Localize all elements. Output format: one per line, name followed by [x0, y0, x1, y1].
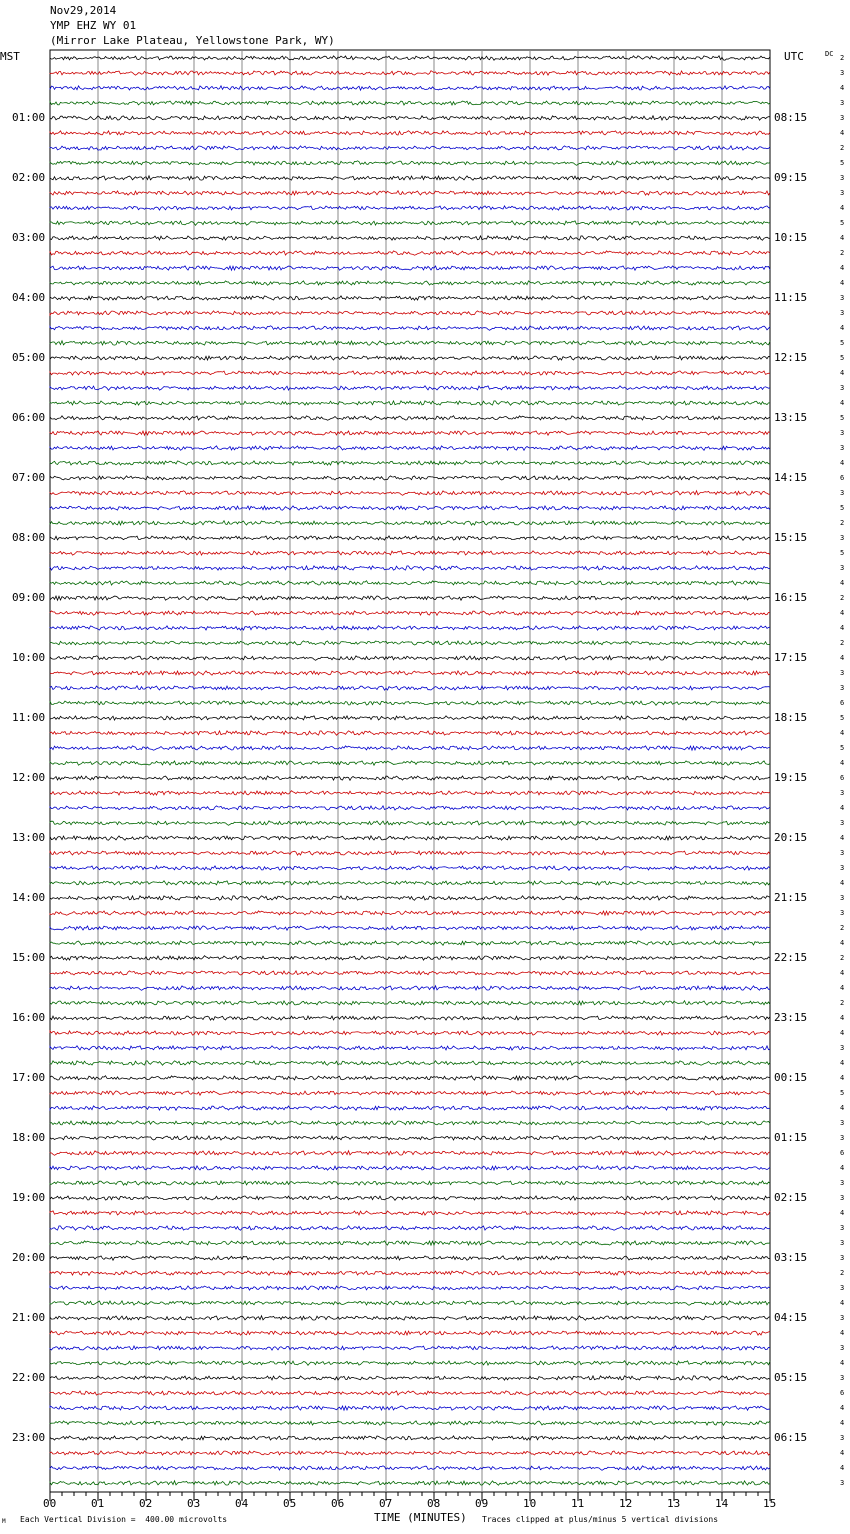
dc-offset-value: 6	[840, 474, 845, 482]
seismic-trace-64	[50, 1001, 770, 1005]
seismic-trace-53	[50, 836, 770, 840]
station-code: YMP EHZ WY 01	[50, 19, 137, 32]
dc-offset-value: 5	[840, 414, 845, 422]
dc-offset-value: 4	[840, 204, 845, 212]
dc-offset-value: 4	[840, 984, 845, 992]
seismic-trace-93	[50, 1436, 770, 1441]
seismic-trace-30	[50, 491, 770, 496]
dc-offset-value: 4	[840, 324, 845, 332]
dc-offset-value: 5	[840, 219, 845, 227]
seismic-trace-29	[50, 476, 770, 480]
dc-offset-value: 2	[840, 924, 845, 932]
seismic-trace-56	[50, 881, 770, 885]
dc-offset-value: 5	[840, 549, 845, 557]
right-hour-label: 06:15	[774, 1431, 808, 1444]
left-hour-label: 05:00	[12, 351, 46, 364]
seismic-trace-7	[50, 146, 770, 150]
dc-offset-value: 4	[840, 1059, 845, 1067]
seismic-trace-26	[50, 431, 770, 435]
seismic-trace-40	[50, 641, 770, 645]
seismic-trace-21	[50, 356, 770, 360]
dc-offset-value: 4	[840, 654, 845, 662]
dc-offset-value: 3	[840, 1434, 845, 1442]
scale-note: Each Vertical Division = 400.00 microvolts	[20, 1515, 228, 1524]
left-hour-label: 21:00	[12, 1311, 46, 1324]
left-hour-label: 20:00	[12, 1251, 46, 1264]
dc-offset-value: 3	[840, 849, 845, 857]
dc-offset-value: 2	[840, 594, 845, 602]
station-location: (Mirror Lake Plateau, Yellowstone Park, WY)	[50, 34, 335, 47]
right-hour-label: 22:15	[774, 951, 808, 964]
seismic-trace-72	[50, 1121, 770, 1125]
dc-offset-value: 4	[840, 1074, 845, 1082]
seismic-trace-70	[50, 1091, 770, 1095]
right-hour-label: 09:15	[774, 171, 808, 184]
dc-offset-value: 3	[840, 1194, 845, 1202]
dc-offset-value: 3	[840, 174, 845, 182]
dc-offset-value: 6	[840, 1149, 845, 1157]
seismic-trace-90	[50, 1391, 770, 1396]
x-tick-label: 03	[187, 1497, 201, 1510]
dc-offset-value: 4	[840, 579, 845, 587]
dc-offset-value: 2	[840, 54, 845, 62]
left-hour-label: 17:00	[12, 1071, 46, 1084]
dc-offset-value: 3	[840, 1044, 845, 1052]
x-tick-label: 08	[427, 1497, 441, 1510]
dc-offset-value: 3	[840, 429, 845, 437]
seismic-trace-96	[50, 1481, 770, 1485]
x-tick-label: 15	[763, 1497, 777, 1510]
dc-offset-value: 6	[840, 774, 845, 782]
dc-offset-value: 4	[840, 234, 845, 242]
dc-offset-value: 3	[840, 864, 845, 872]
dc-offset-value: 2	[840, 954, 845, 962]
dc-offset-value: 4	[840, 759, 845, 767]
dc-offset-value: 5	[840, 159, 845, 167]
dc-offset-value: 4	[840, 624, 845, 632]
right-hour-label: 17:15	[774, 651, 808, 664]
dc-offset-value: 4	[840, 939, 845, 947]
x-tick-label: 05	[283, 1497, 297, 1510]
left-hour-label: 16:00	[12, 1011, 46, 1024]
left-hour-label: 13:00	[12, 831, 46, 844]
seismic-trace-69	[50, 1076, 770, 1081]
seismic-trace-92	[50, 1421, 770, 1425]
seismic-trace-2	[50, 71, 770, 75]
right-hour-label: 10:15	[774, 231, 808, 244]
seismic-trace-20	[50, 341, 770, 345]
x-tick-label: 06	[331, 1497, 345, 1510]
seismic-trace-65	[50, 1016, 770, 1020]
dc-offset-value: 3	[840, 819, 845, 827]
seismic-trace-13	[50, 236, 770, 240]
seismic-trace-48	[50, 761, 770, 765]
dc-offset-value: 3	[840, 789, 845, 797]
dc-offset-value: 4	[840, 1404, 845, 1412]
seismic-trace-63	[50, 986, 770, 991]
seismic-trace-44	[50, 701, 770, 705]
dc-offset-value: 6	[840, 699, 845, 707]
dc-offset-value: 2	[840, 639, 845, 647]
right-hour-label: 16:15	[774, 591, 808, 604]
seismic-trace-85	[50, 1316, 770, 1320]
seismic-trace-6	[50, 131, 770, 135]
left-hour-label: 06:00	[12, 411, 46, 424]
corner-mark: M	[2, 1518, 6, 1525]
dc-offset-value: 3	[840, 909, 845, 917]
right-hour-label: 03:15	[774, 1251, 808, 1264]
dc-header-label: DC	[825, 50, 834, 58]
dc-offset-value: 5	[840, 354, 845, 362]
dc-offset-value: 4	[840, 879, 845, 887]
seismic-trace-60	[50, 941, 770, 945]
clip-note: Traces clipped at plus/minus 5 vertical divisions	[482, 1515, 719, 1524]
seismic-trace-28	[50, 461, 770, 466]
dc-offset-value: 5	[840, 1089, 845, 1097]
seismic-trace-78	[50, 1211, 770, 1215]
seismic-trace-75	[50, 1166, 770, 1170]
dc-offset-value: 4	[840, 1419, 845, 1427]
dc-offset-value: 4	[840, 1209, 845, 1217]
right-hour-label: 04:15	[774, 1311, 808, 1324]
dc-offset-value: 4	[840, 1014, 845, 1022]
left-hour-label: 23:00	[12, 1431, 46, 1444]
right-hour-label: 05:15	[774, 1371, 808, 1384]
dc-offset-value: 4	[840, 1299, 845, 1307]
seismic-trace-37	[50, 596, 770, 600]
seismic-trace-82	[50, 1271, 770, 1276]
dc-offset-value: 3	[840, 564, 845, 572]
right-hour-label: 02:15	[774, 1191, 808, 1204]
x-tick-label: 11	[571, 1497, 585, 1510]
right-hour-label: 20:15	[774, 831, 808, 844]
seismic-trace-59	[50, 926, 770, 930]
dc-offset-value: 3	[840, 444, 845, 452]
seismic-trace-89	[50, 1376, 770, 1380]
seismic-trace-68	[50, 1061, 770, 1065]
seismic-trace-57	[50, 896, 770, 900]
seismic-trace-42	[50, 671, 770, 675]
seismic-trace-47	[50, 746, 770, 751]
dc-offset-value: 4	[840, 129, 845, 137]
seismic-trace-8	[50, 161, 770, 166]
seismic-trace-27	[50, 446, 770, 450]
dc-offset-value: 5	[840, 504, 845, 512]
dc-offset-value: 3	[840, 894, 845, 902]
right-hour-label: 00:15	[774, 1071, 808, 1084]
dc-offset-value: 4	[840, 1449, 845, 1457]
dc-offset-value: 3	[840, 489, 845, 497]
seismic-trace-32	[50, 521, 770, 525]
dc-offset-value: 3	[840, 189, 845, 197]
seismic-trace-81	[50, 1256, 770, 1260]
x-tick-label: 01	[91, 1497, 105, 1510]
dc-offset-value: 4	[840, 729, 845, 737]
seismic-trace-16	[50, 281, 770, 285]
seismic-trace-95	[50, 1466, 770, 1471]
seismic-trace-50	[50, 791, 770, 796]
dc-offset-value: 4	[840, 1464, 845, 1472]
seismic-trace-24	[50, 401, 770, 405]
left-hour-label: 11:00	[12, 711, 46, 724]
left-hour-label: 01:00	[12, 111, 46, 124]
seismic-trace-23	[50, 386, 770, 391]
left-hour-label: 14:00	[12, 891, 46, 904]
dc-offset-value: 6	[840, 1389, 845, 1397]
left-hour-label: 22:00	[12, 1371, 46, 1384]
seismic-trace-74	[50, 1151, 770, 1156]
seismic-trace-25	[50, 416, 770, 421]
dc-offset-value: 3	[840, 1134, 845, 1142]
seismic-trace-71	[50, 1106, 770, 1110]
seismic-trace-91	[50, 1406, 770, 1410]
left-hour-label: 04:00	[12, 291, 46, 304]
dc-offset-value: 4	[840, 609, 845, 617]
dc-offset-value: 2	[840, 999, 845, 1007]
seismic-trace-10	[50, 191, 770, 195]
seismic-trace-55	[50, 866, 770, 870]
dc-offset-value: 3	[840, 669, 845, 677]
dc-offset-value: 4	[840, 369, 845, 377]
seismic-trace-77	[50, 1196, 770, 1201]
dc-offset-value: 3	[840, 1179, 845, 1187]
x-tick-label: 02	[139, 1497, 153, 1510]
seismic-trace-88	[50, 1361, 770, 1366]
dc-offset-value: 4	[840, 804, 845, 812]
seismic-trace-86	[50, 1331, 770, 1335]
seismic-trace-58	[50, 911, 770, 916]
dc-offset-value: 3	[840, 534, 845, 542]
seismic-trace-35	[50, 566, 770, 570]
seismic-trace-22	[50, 371, 770, 375]
dc-offset-value: 2	[840, 249, 845, 257]
right-hour-label: 11:15	[774, 291, 808, 304]
seismic-trace-46	[50, 731, 770, 735]
dc-offset-value: 3	[840, 1314, 845, 1322]
seismic-trace-61	[50, 956, 770, 961]
x-tick-label: 09	[475, 1497, 489, 1510]
seismic-trace-80	[50, 1241, 770, 1245]
dc-offset-value: 3	[840, 684, 845, 692]
seismic-trace-17	[50, 296, 770, 301]
dc-offset-value: 2	[840, 144, 845, 152]
left-hour-label: 09:00	[12, 591, 46, 604]
dc-offset-value: 3	[840, 1344, 845, 1352]
seismic-trace-11	[50, 206, 770, 210]
dc-offset-value: 3	[840, 1224, 845, 1232]
seismic-trace-52	[50, 821, 770, 826]
seismic-trace-14	[50, 251, 770, 256]
dc-offset-value: 4	[840, 84, 845, 92]
dc-offset-value: 3	[840, 99, 845, 107]
dc-offset-value: 3	[840, 1239, 845, 1247]
seismic-trace-73	[50, 1136, 770, 1140]
seismic-trace-45	[50, 716, 770, 720]
left-timezone-label: MST	[0, 50, 20, 63]
dc-offset-value: 3	[840, 1374, 845, 1382]
dc-offset-value: 3	[840, 294, 845, 302]
seismic-trace-41	[50, 656, 770, 661]
seismic-trace-84	[50, 1301, 770, 1306]
seismic-trace-31	[50, 506, 770, 510]
x-tick-label: 04	[235, 1497, 249, 1510]
seismic-trace-66	[50, 1031, 770, 1035]
seismic-trace-1	[50, 56, 770, 60]
seismic-trace-51	[50, 806, 770, 810]
dc-offset-value: 4	[840, 399, 845, 407]
x-tick-label: 14	[715, 1497, 729, 1510]
seismic-trace-39	[50, 626, 770, 631]
seismic-trace-4	[50, 101, 770, 105]
dc-offset-value: 3	[840, 69, 845, 77]
dc-offset-value: 4	[840, 834, 845, 842]
dc-offset-value: 3	[840, 1284, 845, 1292]
dc-offset-value: 3	[840, 384, 845, 392]
right-hour-label: 15:15	[774, 531, 808, 544]
right-hour-label: 18:15	[774, 711, 808, 724]
seismic-trace-43	[50, 686, 770, 690]
right-hour-label: 19:15	[774, 771, 808, 784]
x-tick-label: 00	[43, 1497, 57, 1510]
right-hour-label: 12:15	[774, 351, 808, 364]
dc-offset-value: 4	[840, 264, 845, 272]
dc-offset-value: 4	[840, 459, 845, 467]
right-hour-label: 21:15	[774, 891, 808, 904]
right-hour-label: 01:15	[774, 1131, 808, 1144]
seismic-trace-79	[50, 1226, 770, 1231]
dc-offset-value: 4	[840, 1029, 845, 1037]
seismic-trace-33	[50, 536, 770, 540]
seismic-trace-18	[50, 311, 770, 315]
left-hour-label: 15:00	[12, 951, 46, 964]
left-hour-label: 19:00	[12, 1191, 46, 1204]
dc-offset-value: 2	[840, 1269, 845, 1277]
right-hour-label: 08:15	[774, 111, 808, 124]
seismic-trace-3	[50, 86, 770, 90]
seismic-trace-19	[50, 326, 770, 331]
dc-offset-value: 3	[840, 1119, 845, 1127]
dc-offset-value: 4	[840, 1164, 845, 1172]
seismic-trace-83	[50, 1286, 770, 1290]
dc-offset-value: 4	[840, 969, 845, 977]
dc-offset-value: 3	[840, 1479, 845, 1487]
left-hour-label: 18:00	[12, 1131, 46, 1144]
seismic-trace-49	[50, 776, 770, 780]
seismic-trace-12	[50, 221, 770, 226]
seismic-trace-9	[50, 176, 770, 180]
left-hour-label: 08:00	[12, 531, 46, 544]
dc-offset-value: 3	[840, 1254, 845, 1262]
dc-offset-value: 5	[840, 339, 845, 347]
seismic-trace-87	[50, 1346, 770, 1350]
dc-offset-value: 5	[840, 744, 845, 752]
seismic-trace-62	[50, 971, 770, 975]
right-hour-label: 23:15	[774, 1011, 808, 1024]
x-tick-label: 13	[667, 1497, 681, 1510]
right-hour-label: 13:15	[774, 411, 808, 424]
dc-offset-value: 4	[840, 279, 845, 287]
seismic-trace-38	[50, 611, 770, 615]
seismic-trace-94	[50, 1451, 770, 1455]
left-hour-label: 03:00	[12, 231, 46, 244]
left-hour-label: 10:00	[12, 651, 46, 664]
x-axis-title: TIME (MINUTES)	[374, 1511, 467, 1524]
seismic-trace-54	[50, 851, 770, 855]
dc-offset-value: 3	[840, 309, 845, 317]
dc-offset-value: 3	[840, 114, 845, 122]
dc-offset-value: 2	[840, 519, 845, 527]
x-tick-label: 10	[523, 1497, 537, 1510]
left-hour-label: 07:00	[12, 471, 46, 484]
seismic-trace-36	[50, 581, 770, 586]
seismic-trace-5	[50, 116, 770, 120]
seismic-trace-15	[50, 266, 770, 270]
dc-offset-value: 5	[840, 714, 845, 722]
dc-offset-value: 4	[840, 1104, 845, 1112]
x-tick-label: 07	[379, 1497, 393, 1510]
dc-offset-value: 4	[840, 1359, 845, 1367]
x-tick-label: 12	[619, 1497, 633, 1510]
seismic-trace-76	[50, 1181, 770, 1185]
left-hour-label: 02:00	[12, 171, 46, 184]
right-timezone-label: UTC	[784, 50, 804, 63]
record-date: Nov29,2014	[50, 4, 117, 17]
seismic-trace-34	[50, 551, 770, 555]
seismic-trace-67	[50, 1046, 770, 1050]
dc-offset-value: 4	[840, 1329, 845, 1337]
right-hour-label: 14:15	[774, 471, 808, 484]
left-hour-label: 12:00	[12, 771, 46, 784]
